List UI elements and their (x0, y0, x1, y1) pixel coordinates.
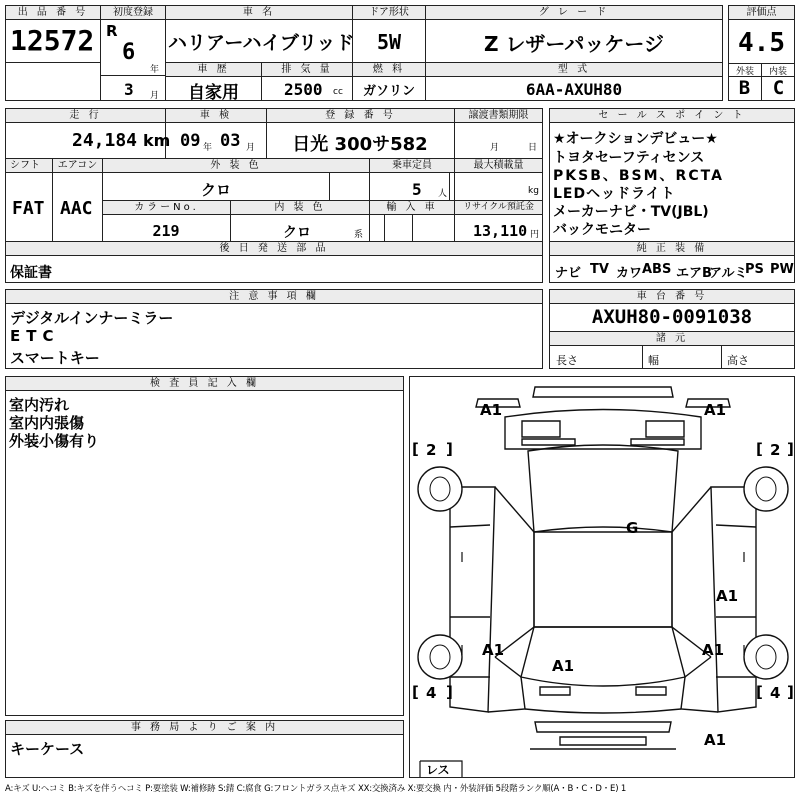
door-type: 5W (376, 30, 402, 54)
inspection-month: 03 (220, 131, 241, 151)
transfer-label: 譲渡書類期限 (455, 109, 542, 123)
damage-mark: A1 (552, 657, 575, 675)
shift: FAT (12, 198, 45, 219)
equipment-item: PS (745, 262, 764, 277)
damage-mark: A1 (482, 641, 505, 659)
exterior-color: クロ (200, 181, 231, 199)
tire-bracket-right: ] (787, 683, 794, 701)
notes-line: スマートキー (10, 349, 100, 367)
car-diagram (409, 376, 795, 778)
damage-mark: A1 (704, 401, 727, 419)
equipment-item: カワ (616, 266, 643, 281)
tire-depth: 2 (426, 441, 437, 459)
recycle: 13,110 (473, 222, 528, 240)
equipment-item: TV (590, 262, 609, 277)
color-label: 外 装 色 (103, 159, 369, 173)
later-parts: 保証書 (10, 265, 52, 281)
tire-bracket-right: ] (446, 683, 453, 701)
equipment-item: エアB (676, 266, 712, 281)
transfer-day-unit: 日 (528, 143, 538, 153)
reg-month-unit: 月 (150, 91, 160, 101)
max-load-unit: kg (528, 186, 539, 196)
height-label: 高さ (727, 354, 749, 367)
mileage-label: 走 行 (6, 109, 165, 123)
length-label: 長さ (556, 354, 578, 367)
capacity-label: 乗車定員 (370, 159, 454, 173)
sales-point-line: メーカーナビ・TV(JBL) (553, 204, 709, 220)
later-parts-label: 後 日 発 送 部 品 (6, 242, 542, 256)
exterior-grade: B (738, 77, 751, 99)
width-label: 幅 (648, 354, 659, 367)
notes-label: 注 意 事 項 欄 (6, 290, 542, 304)
notes-line: デジタルインナーミラー (10, 309, 174, 327)
recycle-unit: 円 (530, 230, 540, 240)
tire-bracket-left: [ (412, 440, 419, 458)
color-no: 219 (152, 222, 180, 240)
equipment-label: 純 正 装 備 (550, 242, 794, 256)
grade-label: グ レ ー ド (426, 6, 722, 20)
tire-bracket-right: ] (787, 440, 794, 458)
tire-bracket-left: [ (412, 683, 419, 701)
model: 6AA-AXUH80 (525, 80, 623, 99)
office-text: キーケース (10, 740, 85, 758)
specs-label: 諸 元 (550, 332, 794, 346)
interior-grade: C (772, 77, 785, 99)
reg-year-unit: 年 (150, 65, 160, 75)
ac-label: エアコン (53, 159, 102, 173)
sales-point-line: バックモニター (553, 222, 651, 238)
notes-line: ETC (10, 327, 60, 345)
model-label: 型 式 (426, 63, 722, 77)
tire-bracket-left: [ (756, 683, 763, 701)
sales-point-line: ★オークションデビュー★ (553, 131, 718, 147)
office-label: 事 務 局 よ り ご 案 内 (6, 721, 403, 735)
lot-label: 出 品 番 号 (6, 6, 100, 20)
capacity: 5 (412, 180, 422, 199)
chassis-label: 車 台 番 号 (550, 290, 794, 304)
shift-label: シフト (6, 159, 52, 173)
inspection-year: 09 (180, 131, 201, 151)
sales-point-line: PKSB、BSM、RCTA (553, 168, 724, 184)
capacity-unit: 人 (438, 189, 448, 199)
displacement-label: 排 気 量 (262, 63, 352, 77)
max-load-label: 最大積載量 (455, 159, 542, 173)
transfer-month-unit: 月 (490, 143, 500, 153)
inspector-line: 室内汚れ (9, 396, 70, 414)
damage-mark: A1 (704, 731, 727, 749)
grade: Z レザーパッケージ (483, 32, 665, 56)
inspector-line: 外装小傷有り (9, 432, 100, 450)
equipment-item: ナビ (555, 266, 582, 281)
int-color-label: 内 装 色 (231, 201, 369, 215)
history: 自家用 (188, 83, 239, 103)
spare-tire: レス (426, 763, 450, 777)
reg-no: 日光 300サ582 (292, 134, 428, 155)
tire-bracket-right: ] (446, 440, 453, 458)
damage-mark: A1 (702, 641, 725, 659)
era: R (106, 22, 118, 40)
tire-depth: 2 (770, 441, 781, 459)
tire-depth: 4 (426, 684, 437, 702)
damage-mark: G (626, 519, 639, 537)
lot-number: 12572 (10, 24, 95, 57)
score: 4.5 (738, 28, 785, 58)
chassis-number: AXUH80-0091038 (591, 306, 753, 328)
history-label: 車 歴 (166, 63, 261, 77)
car-outline (410, 377, 796, 779)
damage-mark: A1 (480, 401, 503, 419)
mileage: 24,184 (72, 130, 138, 151)
inspector-label: 検 査 員 記 入 欄 (6, 377, 403, 391)
reg-month: 3 (124, 80, 134, 99)
int-color-unit: 系 (354, 230, 364, 240)
score-label: 評価点 (729, 6, 794, 20)
sales-point-label: セ ー ル ス ポ イ ン ト (550, 109, 794, 123)
mileage-unit: km (143, 131, 171, 150)
door-label: ドア形状 (353, 6, 425, 20)
fuel: ガソリン (362, 84, 415, 99)
sales-point-line: LEDヘッドライト (553, 186, 676, 202)
sales-point-line: トヨタセーフティセンス (553, 150, 705, 166)
inspection-year-unit: 年 (203, 143, 213, 153)
equipment-item: PW (770, 262, 794, 277)
reg-year: 6 (122, 40, 136, 65)
reg-no-label: 登 録 番 号 (267, 109, 454, 123)
tire-depth: 4 (770, 684, 781, 702)
fuel-label: 燃 料 (353, 63, 425, 77)
ac: AAC (60, 198, 93, 219)
equipment-item: ABS (642, 262, 672, 277)
car-name-label: 車 名 (166, 6, 352, 20)
exterior-label: 外装 (735, 67, 754, 77)
car-name: ハリアーハイブリッド (168, 32, 355, 54)
inspector-line: 室内内張傷 (9, 414, 85, 432)
displacement-unit: cc (333, 87, 343, 97)
first-reg-label: 初度登録 (101, 6, 165, 20)
damage-mark: A1 (716, 587, 739, 605)
interior-label: 内装 (768, 67, 787, 77)
displacement: 2500 (284, 80, 323, 99)
recycle-label: リサイクル預託金 (455, 201, 542, 215)
inspection-month-unit: 月 (246, 143, 256, 153)
legend: A:キズ U:ヘコミ B:キズを伴うヘコミ P:要塗装 W:補修跡 S:錆 C:腐食 G:フロントガラス点キズ XX:交換済み X:要交換 内・外装評価 5段階ランク順(A・B・C・D・E) 1 (5, 784, 627, 794)
color-no-label: カラーNo. (103, 201, 230, 215)
tire-bracket-left: [ (756, 440, 763, 458)
int-color: クロ (283, 225, 311, 241)
equipment-item: アルミ (709, 266, 748, 281)
import-label: 輸 入 車 (370, 201, 454, 215)
inspection-label: 車 検 (166, 109, 266, 123)
